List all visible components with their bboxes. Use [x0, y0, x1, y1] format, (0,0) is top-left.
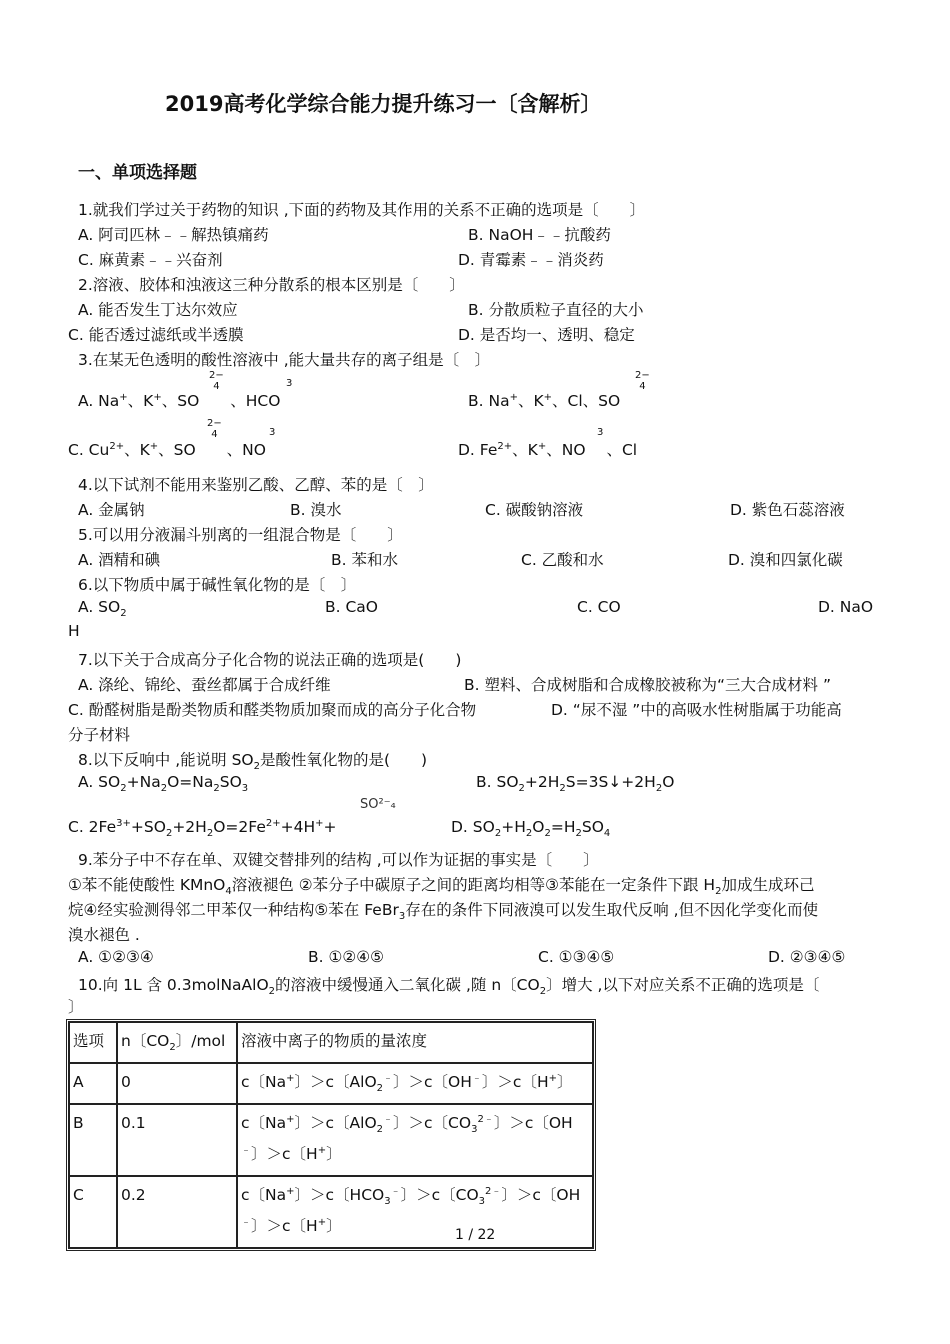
row-c-n: 0.2: [117, 1176, 237, 1248]
q2-option-c[interactable]: C. 能否透过滤纸或半透膜: [68, 326, 244, 344]
q2-option-b[interactable]: B. 分散质粒子直径的大小: [468, 301, 644, 319]
table-row: [69, 1176, 593, 1248]
q4-option-a[interactable]: A. 金属钠: [78, 501, 145, 519]
q9-statement-line-1: ①苯不能使酸性 KMnO$_4$溶液褪色 ②苯分子中碳原子之间的距离均相等③苯能在一定条件下跟 $H_2$加成生成环己: [68, 876, 815, 897]
header-option: 选项: [69, 1022, 117, 1063]
question-6-stem: 6.以下物质中属于碱性氧化物的是〔 〕: [78, 576, 357, 594]
q5-option-a[interactable]: A. 酒精和碘: [78, 551, 161, 569]
q8-option-a[interactable]: A. $SO_2+Na_2O=Na_2SO_3$: [78, 773, 249, 794]
q3d-no3-subscript: 3: [597, 427, 604, 438]
question-3-stem: 3.在某无色透明的酸性溶液中 ,能大量共存的离子组是〔 〕: [78, 351, 491, 369]
q7-option-c[interactable]: C. 酚醛树脂是酚类物质和醛类物质加聚而成的高分子化合物: [68, 701, 477, 719]
q5-option-c[interactable]: C. 乙酸和水: [521, 551, 604, 569]
q6-option-d-continued: H: [68, 622, 80, 640]
q3c-no3-subscript: 3: [269, 427, 276, 438]
ion-concentration-table: [66, 1019, 596, 1251]
q4-option-c[interactable]: C. 碳酸钠溶液: [485, 501, 584, 519]
question-5-stem: 5.可以用分液漏斗别离的一组混合物是〔 〕: [78, 526, 403, 544]
q1-option-d[interactable]: D. 青霉素﹣﹣消炎药: [458, 251, 604, 269]
row-b-n: 0.1: [117, 1104, 237, 1176]
q3a-hco3-subscript: 3: [286, 378, 293, 389]
q8c-sulfate-image: SO²⁻₄: [360, 797, 396, 812]
q1-option-a[interactable]: A. 阿司匹林﹣﹣解热镇痛药: [78, 226, 269, 244]
row-a-relation: c〔Na+〕＞c〔AlO$_2$﹣〕＞c〔OH﹣〕＞c〔H+〕: [237, 1063, 593, 1104]
table-row: [69, 1104, 593, 1176]
q1-option-b[interactable]: B. NaOH﹣﹣抗酸药: [468, 226, 611, 244]
q9-statement-line-3: 溴水褪色 .: [68, 926, 140, 944]
q4-option-b[interactable]: B. 溴水: [290, 501, 342, 519]
question-2-stem: 2.溶液、胶体和浊液这三种分散系的根本区别是〔 〕: [78, 276, 465, 294]
q8-option-d[interactable]: D. $SO_2+H_2O_2=H_2SO_4$: [451, 818, 611, 839]
q3a-so4-charge: 2− 4: [209, 370, 224, 392]
q9-option-d[interactable]: D. ②③④⑤: [768, 948, 846, 966]
row-a-n: 0: [117, 1063, 237, 1104]
row-b-option: B: [69, 1104, 117, 1176]
q3-option-c[interactable]: C. $Cu^{2+}$、K+、SO 、NO: [68, 441, 266, 459]
page-number: 1 / 22: [455, 1227, 496, 1243]
q7-option-d-continued: 分子材料: [68, 726, 131, 744]
q2-option-a[interactable]: A. 能否发生丁达尔效应: [78, 301, 238, 319]
q5-option-d[interactable]: D. 溴和四氯化碳: [728, 551, 843, 569]
q3c-so4-charge: 2− 4: [207, 418, 222, 440]
q9-option-a[interactable]: A. ①②③④: [78, 948, 154, 966]
q6-option-d[interactable]: D. NaO: [818, 598, 874, 616]
q2-option-d[interactable]: D. 是否均一、透明、稳定: [458, 326, 635, 344]
q7-option-a[interactable]: A. 涤纶、锦纶、蚕丝都属于合成纤维: [78, 676, 331, 694]
question-10-stem: 10.向 1L 含 0.3molNaAlO$_2$的溶液中缓慢通入二氧化碳 ,随 n〔$CO_2$〕增大 ,以下对应关系不正确的选项是〔: [78, 976, 820, 997]
row-a-option: A: [69, 1063, 117, 1104]
q5-option-b[interactable]: B. 苯和水: [331, 551, 398, 569]
q6-option-b[interactable]: B. CaO: [325, 598, 379, 616]
table-row: [69, 1063, 593, 1104]
q7-option-b[interactable]: B. 塑料、合成树脂和合成橡胶被称为“三大合成材料 ”: [464, 676, 831, 694]
question-10-stem-end: 〕: [68, 998, 84, 1016]
question-9-stem: 9.苯分子中不存在单、双键交替排列的结构 ,可以作为证据的事实是〔 〕: [78, 851, 599, 869]
row-c-relation: c〔Na+〕＞c〔$HCO_3^﹣$〕＞c〔$CO_3^{2﹣}$〕＞c〔OH ﹣〕＞c〔H+〕: [237, 1176, 593, 1248]
page-title: 2019高考化学综合能力提升练习一〔含解析〕: [165, 92, 602, 116]
q4-option-d[interactable]: D. 紫色石蕊溶液: [730, 501, 845, 519]
question-4-stem: 4.以下试剂不能用来鉴别乙酸、乙醇、苯的是〔 〕: [78, 476, 434, 494]
q6-option-a[interactable]: A. $SO_2$: [78, 598, 127, 619]
section-heading: 一、单项选择题: [78, 163, 197, 183]
table-header-row: [69, 1022, 593, 1063]
q3-option-d[interactable]: D. $Fe^{2+}$、K+、NO 、Cl: [458, 441, 638, 459]
q8-option-c[interactable]: C. $2Fe^{3+}+SO_2+2H_2O=2Fe^{2+}+4H^++$: [68, 818, 337, 839]
header-n-co2: n〔$CO_2$〕/mol: [117, 1022, 237, 1063]
q9-option-b[interactable]: B. ①②④⑤: [308, 948, 385, 966]
question-7-stem: 7.以下关于合成高分子化合物的说法正确的选项是( ): [78, 651, 462, 669]
q6-option-c[interactable]: C. CO: [577, 598, 621, 616]
q3-option-a[interactable]: A. Na+、K+、SO 、HCO: [78, 392, 281, 410]
row-c-option: C: [69, 1176, 117, 1248]
q8-option-b[interactable]: B. $SO_2+2H_2S=3S↓+2H_2O$: [476, 773, 675, 794]
row-b-relation: c〔Na+〕＞c〔AlO$_2$﹣〕＞c〔$CO_3^{2﹣}$〕＞c〔OH ﹣〕＞c〔H+〕: [237, 1104, 593, 1176]
q1-option-c[interactable]: C. 麻黄素﹣﹣兴奋剂: [78, 251, 223, 269]
question-8-stem: 8.以下反响中 ,能说明 $SO_2$是酸性氧化物的是( ): [78, 751, 428, 772]
header-ion-concentration: 溶液中离子的物质的量浓度: [237, 1022, 593, 1063]
question-1-stem: 1.就我们学过关于药物的知识 ,下面的药物及其作用的关系不正确的选项是〔 〕: [78, 201, 646, 219]
q9-statement-line-2: 烷④经实验测得邻二甲苯仅一种结构⑤苯在 FeBr$_3$存在的条件下同液溴可以发生取代反响 ,但不因化学变化而使: [68, 901, 819, 922]
q3-option-b[interactable]: B. Na+、K+、Cl、SO: [468, 392, 621, 410]
q3b-so4-charge: 2− 4: [635, 370, 650, 392]
q9-option-c[interactable]: C. ①③④⑤: [538, 948, 615, 966]
q7-option-d[interactable]: D. “尿不湿 ”中的高吸水性树脂属于功能高: [551, 701, 842, 719]
